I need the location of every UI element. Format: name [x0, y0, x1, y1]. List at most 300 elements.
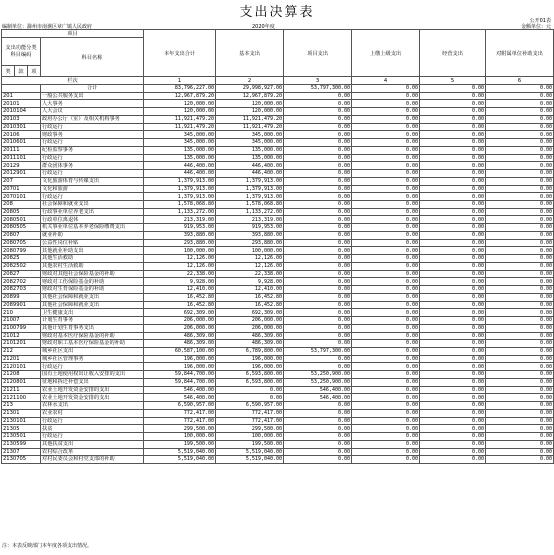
row-value-col1: 12,410.00: [144, 286, 216, 294]
row-code: 20805: [2, 208, 41, 216]
row-code: 20101: [2, 100, 41, 108]
header-col-no: 3: [284, 77, 352, 85]
row-value-col1: 11,921,479.20: [144, 115, 216, 123]
currency-unit: 金额单位：元: [520, 24, 551, 30]
row-value-col1: 16,452.80: [144, 293, 216, 301]
row-value-col3: 0.00: [284, 185, 352, 193]
row-value-col2: 206,000.00: [216, 324, 284, 332]
row-value-col3: 0.00: [284, 301, 352, 309]
row-value-col1: 345,000.00: [144, 131, 216, 139]
row-value-col4: 0.00: [352, 293, 420, 301]
row-code: 2012901: [2, 170, 41, 178]
row-name: 行政运行: [41, 170, 144, 178]
row-value-col6: 0.00: [486, 231, 554, 239]
row-value-col3: 0.00: [284, 123, 352, 131]
row-value-col6: 0.00: [486, 402, 554, 410]
row-code: 21307: [2, 448, 41, 456]
row-value-col6: 0.00: [486, 456, 554, 464]
header-project: 项目: [2, 30, 144, 38]
row-value-col5: 0.00: [420, 340, 486, 348]
row-value-col4: 0.00: [352, 340, 420, 348]
row-name: 纪检监察事务: [41, 146, 144, 154]
row-value-col2: 1,578,068.80: [216, 201, 284, 209]
row-value-col4: 0.00: [352, 425, 420, 433]
row-value-col3: 0.00: [284, 355, 352, 363]
row-value-col2: 6,593,800.00: [216, 378, 284, 386]
row-value-col5: 0.00: [420, 262, 486, 270]
row-code: 21305: [2, 425, 41, 433]
row-name: 财政对基本医疗保险基金的补助: [41, 332, 144, 340]
row-value-col6: 0.00: [486, 332, 554, 340]
row-value-col3: 0.00: [284, 286, 352, 294]
row-name: 农业农村: [41, 409, 144, 417]
row-value-col2: 135,000.00: [216, 146, 284, 154]
row-value-col1: 135,000.00: [144, 154, 216, 162]
row-value-col1: 100,000.00: [144, 433, 216, 441]
row-value-col2: 16,452.80: [216, 293, 284, 301]
row-value-col6: 0.00: [486, 286, 554, 294]
row-value-col4: 0.00: [352, 262, 420, 270]
row-value-col1: 196,000.00: [144, 355, 216, 363]
header-col-project: 项目支出: [284, 30, 352, 77]
row-name: 文化旅游体育与传媒支出: [41, 177, 144, 185]
row-value-col5: 0.00: [420, 332, 486, 340]
row-value-col1: 213,319.00: [144, 216, 216, 224]
row-value-col6: 0.00: [486, 394, 554, 402]
table-row: [2, 262, 554, 270]
table-row: [2, 231, 554, 239]
row-value-col4: 0.00: [352, 355, 420, 363]
row-code: 2080799: [2, 247, 41, 255]
row-value-col5: 0.00: [420, 231, 486, 239]
row-value-col6: 0.00: [486, 162, 554, 170]
row-value-col1: 12,126.00: [144, 255, 216, 263]
form-number: 公开01表: [529, 18, 551, 24]
row-code: 2010301: [2, 123, 41, 131]
row-value-col3: 0.00: [284, 262, 352, 270]
row-value-col1: 206,000.00: [144, 317, 216, 325]
row-code: 2082702: [2, 278, 41, 286]
row-value-col4: 0.00: [352, 255, 420, 263]
row-code: 2120801: [2, 378, 41, 386]
header-col-no: 2: [216, 77, 284, 85]
header-col-subsidy: 对附属单位补助支出: [486, 30, 554, 77]
row-value-col6: 0.00: [486, 177, 554, 185]
header-col-no: 1: [144, 77, 216, 85]
table-row: [2, 162, 554, 170]
row-value-col4: 0.00: [352, 131, 420, 139]
row-value-col3: 0.00: [284, 92, 352, 100]
row-value-col4: 0.00: [352, 309, 420, 317]
row-value-col1: 1,379,913.00: [144, 177, 216, 185]
row-value-col5: 0.00: [420, 185, 486, 193]
table-row: [2, 92, 554, 100]
row-value-col6: 0.00: [486, 146, 554, 154]
row-value-col5: 0.00: [420, 108, 486, 116]
row-value-col2: 486,309.00: [216, 340, 284, 348]
row-name: 人大事务: [41, 100, 144, 108]
table-row: [2, 278, 554, 286]
row-name: 财政事务: [41, 131, 144, 139]
row-value-col3: 0.00: [284, 448, 352, 456]
row-code: 21301: [2, 409, 41, 417]
row-value-col5: 0.00: [420, 92, 486, 100]
row-value-col5: 0.00: [420, 247, 486, 255]
row-code: 20106: [2, 131, 41, 139]
header-name-label: 科目名称: [41, 38, 144, 77]
row-value-col6: 0.00: [486, 378, 554, 386]
row-value-col4: 0.00: [352, 231, 420, 239]
row-value-col4: 0.00: [352, 123, 420, 131]
row-value-col4: 0.00: [352, 394, 420, 402]
row-value-col3: 53,797,300.00: [284, 85, 352, 93]
row-value-col2: 293,880.00: [216, 239, 284, 247]
row-value-col3: 0.00: [284, 208, 352, 216]
row-value-col3: 0.00: [284, 201, 352, 209]
row-value-col2: 12,967,879.20: [216, 92, 284, 100]
row-code: 2070101: [2, 193, 41, 201]
row-name: 文化和旅游: [41, 185, 144, 193]
row-value-col2: 6,593,800.00: [216, 371, 284, 379]
table-row: [2, 456, 554, 464]
row-value-col5: 0.00: [420, 278, 486, 286]
row-code: 2130501: [2, 433, 41, 441]
row-value-col2: 692,309.00: [216, 309, 284, 317]
row-value-col2: 0.00: [216, 394, 284, 402]
row-value-col4: 0.00: [352, 402, 420, 410]
row-value-col5: 0.00: [420, 177, 486, 185]
row-value-col3: 0.00: [284, 247, 352, 255]
table-row: [2, 208, 554, 216]
row-value-col4: 0.00: [352, 177, 420, 185]
row-name: 城乡社区管理事务: [41, 355, 144, 363]
row-value-col2: 100,000.00: [216, 247, 284, 255]
row-value-col3: 0.00: [284, 154, 352, 162]
row-code: 2080505: [2, 224, 41, 232]
table-row: [2, 216, 554, 224]
row-value-col4: 0.00: [352, 162, 420, 170]
row-value-col3: 0.00: [284, 162, 352, 170]
table-row: [2, 247, 554, 255]
row-value-col4: 0.00: [352, 108, 420, 116]
row-value-col2: 120,000.00: [216, 100, 284, 108]
row-value-col2: 0.00: [216, 386, 284, 394]
table-row: [2, 440, 554, 448]
row-value-col1: 199,500.00: [144, 440, 216, 448]
row-value-col4: 0.00: [352, 185, 420, 193]
row-value-col2: 772,417.00: [216, 417, 284, 425]
row-code: [2, 85, 41, 93]
row-value-col6: 0.00: [486, 278, 554, 286]
header-col-total: 本年支出合计: [144, 30, 216, 77]
row-value-col1: 6,590,957.00: [144, 402, 216, 410]
row-code: 2100799: [2, 324, 41, 332]
table-header: [2, 30, 554, 85]
row-code: 2130101: [2, 417, 41, 425]
row-value-col3: 0.00: [284, 270, 352, 278]
row-value-col4: 0.00: [352, 409, 420, 417]
row-value-col2: 772,417.00: [216, 409, 284, 417]
row-value-col1: 196,000.00: [144, 363, 216, 371]
row-value-col3: 0.00: [284, 115, 352, 123]
row-value-col5: 0.00: [420, 239, 486, 247]
row-name: 其他社会保障和就业支出: [41, 301, 144, 309]
row-value-col1: 546,400.00: [144, 386, 216, 394]
row-value-col4: 0.00: [352, 216, 420, 224]
row-code: 2080501: [2, 216, 41, 224]
row-value-col3: 0.00: [284, 317, 352, 325]
row-value-col5: 0.00: [420, 402, 486, 410]
row-value-col5: 0.00: [420, 154, 486, 162]
row-value-col5: 0.00: [420, 286, 486, 294]
row-value-col6: 0.00: [486, 386, 554, 394]
expenditure-table: [1, 29, 554, 464]
row-name: 其他农村生活救助: [41, 262, 144, 270]
row-code: 20807: [2, 231, 41, 239]
table-row: [2, 317, 554, 325]
row-value-col2: 213,319.00: [216, 216, 284, 224]
row-code: 20701: [2, 185, 41, 193]
row-name: 其他就业补助支出: [41, 247, 144, 255]
header-col-remit: 上缴上级支出: [352, 30, 420, 77]
table-row: [2, 448, 554, 456]
row-value-col3: 53,250,900.00: [284, 371, 352, 379]
row-value-col1: 135,000.00: [144, 146, 216, 154]
row-code: 2130705: [2, 456, 41, 464]
row-value-col2: 345,000.00: [216, 139, 284, 147]
row-value-col2: 393,880.00: [216, 231, 284, 239]
row-value-col4: 0.00: [352, 347, 420, 355]
row-name: 对村民委员会和村党支部的补助: [41, 456, 144, 464]
row-value-col5: 0.00: [420, 355, 486, 363]
row-value-col4: 0.00: [352, 115, 420, 123]
table-row: [2, 371, 554, 379]
row-value-col5: 0.00: [420, 162, 486, 170]
row-value-col5: 0.00: [420, 115, 486, 123]
row-code: 2089901: [2, 301, 41, 309]
header-col-no: 6: [486, 77, 554, 85]
row-value-col5: 0.00: [420, 417, 486, 425]
row-name: 一般公共服务支出: [41, 92, 144, 100]
row-code: 2121100: [2, 394, 41, 402]
row-value-col1: 546,400.00: [144, 394, 216, 402]
row-name: 其他计划生育事务支出: [41, 324, 144, 332]
row-value-col2: 12,410.00: [216, 286, 284, 294]
row-value-col3: 0.00: [284, 193, 352, 201]
row-value-col2: 446,400.00: [216, 162, 284, 170]
row-value-col1: 1,133,272.00: [144, 208, 216, 216]
row-value-col1: 120,000.00: [144, 100, 216, 108]
row-value-col4: 0.00: [352, 417, 420, 425]
row-value-col5: 0.00: [420, 224, 486, 232]
row-value-col4: 0.00: [352, 371, 420, 379]
row-value-col2: 16,452.80: [216, 301, 284, 309]
row-value-col4: 0.00: [352, 100, 420, 108]
row-name: 征地和拆迁补偿支出: [41, 378, 144, 386]
row-value-col4: 0.00: [352, 332, 420, 340]
row-value-col4: 0.00: [352, 278, 420, 286]
row-value-col1: 11,921,479.20: [144, 123, 216, 131]
row-value-col1: 446,400.00: [144, 170, 216, 178]
row-name: 农业土地开发资金安排的支出: [41, 394, 144, 402]
table-row: [2, 146, 554, 154]
row-value-col1: 919,953.00: [144, 224, 216, 232]
row-value-col2: 5,519,040.00: [216, 456, 284, 464]
row-value-col2: 11,921,479.20: [216, 123, 284, 131]
row-value-col2: 11,921,479.20: [216, 115, 284, 123]
row-value-col6: 0.00: [486, 255, 554, 263]
table-row: [2, 123, 554, 131]
row-name: 行政运行: [41, 417, 144, 425]
row-value-col3: 0.00: [284, 402, 352, 410]
row-value-col6: 0.00: [486, 247, 554, 255]
row-value-col3: 0.00: [284, 146, 352, 154]
compiling-unit: 编制单位：滁州市南谯区章广镇人民政府: [2, 24, 93, 30]
row-value-col6: 0.00: [486, 409, 554, 417]
row-value-col6: 0.00: [486, 224, 554, 232]
row-value-col2: 1,379,913.00: [216, 193, 284, 201]
row-value-col4: 0.00: [352, 433, 420, 441]
row-value-col1: 120,000.00: [144, 108, 216, 116]
row-code: 20825: [2, 255, 41, 263]
row-value-col1: 83,796,227.00: [144, 85, 216, 93]
row-value-col5: 0.00: [420, 201, 486, 209]
row-code: 20899: [2, 293, 41, 301]
row-name: 就业补助: [41, 231, 144, 239]
header-sub-lei: 类: [2, 66, 15, 77]
row-value-col6: 0.00: [486, 115, 554, 123]
row-code: 2120101: [2, 363, 41, 371]
row-code: 212: [2, 347, 41, 355]
row-code: 2010601: [2, 139, 41, 147]
row-value-col6: 0.00: [486, 185, 554, 193]
row-value-col4: 0.00: [352, 201, 420, 209]
table-row: [2, 100, 554, 108]
row-value-col2: 120,000.00: [216, 108, 284, 116]
row-value-col2: 135,000.00: [216, 154, 284, 162]
table-row: [2, 386, 554, 394]
row-value-col5: 0.00: [420, 170, 486, 178]
row-value-col3: 0.00: [284, 425, 352, 433]
row-value-col3: 0.00: [284, 433, 352, 441]
row-name: 行政运行: [41, 154, 144, 162]
table-row: [2, 154, 554, 162]
row-value-col6: 0.00: [486, 239, 554, 247]
row-value-col1: 393,880.00: [144, 231, 216, 239]
row-value-col6: 0.00: [486, 170, 554, 178]
row-value-col4: 0.00: [352, 208, 420, 216]
row-value-col5: 0.00: [420, 146, 486, 154]
row-code: 2082703: [2, 286, 41, 294]
row-name: 行政单位离退休: [41, 216, 144, 224]
row-value-col4: 0.00: [352, 270, 420, 278]
table-row: [2, 201, 554, 209]
row-value-col2: 1,379,913.00: [216, 185, 284, 193]
row-value-col6: 0.00: [486, 417, 554, 425]
row-value-col1: 12,967,879.20: [144, 92, 216, 100]
row-value-col2: 12,126.00: [216, 262, 284, 270]
row-value-col4: 0.00: [352, 239, 420, 247]
row-value-col1: 486,309.00: [144, 340, 216, 348]
row-value-col5: 0.00: [420, 378, 486, 386]
header-sub-kuan: 款: [15, 66, 28, 77]
row-name: 农村综合改革: [41, 448, 144, 456]
row-value-col3: 546,400.00: [284, 394, 352, 402]
row-value-col6: 0.00: [486, 448, 554, 456]
page-title: 支出决算表: [239, 5, 315, 20]
row-value-col2: 29,998,927.00: [216, 85, 284, 93]
row-value-col3: 0.00: [284, 100, 352, 108]
row-value-col1: 299,500.00: [144, 425, 216, 433]
table-row: [2, 394, 554, 402]
row-value-col6: 0.00: [486, 92, 554, 100]
row-value-col3: 0.00: [284, 278, 352, 286]
row-value-col2: 22,338.00: [216, 270, 284, 278]
row-value-col3: 0.00: [284, 177, 352, 185]
row-value-col6: 0.00: [486, 201, 554, 209]
row-value-col1: 345,000.00: [144, 139, 216, 147]
table-row: [2, 332, 554, 340]
row-value-col6: 0.00: [486, 262, 554, 270]
row-name: 群众团体事务: [41, 162, 144, 170]
row-name: 其他社会保障和就业支出: [41, 293, 144, 301]
row-name: 其他生活救助: [41, 255, 144, 263]
row-value-col5: 0.00: [420, 301, 486, 309]
row-code: 208: [2, 201, 41, 209]
row-value-col2: 919,953.00: [216, 224, 284, 232]
header-sub-xiang: 项: [28, 66, 41, 77]
row-value-col5: 0.00: [420, 386, 486, 394]
row-value-col5: 0.00: [420, 347, 486, 355]
row-value-col1: 692,309.00: [144, 309, 216, 317]
row-code: 210: [2, 309, 41, 317]
row-name: 农林水支出: [41, 402, 144, 410]
row-name: 财政对职工基本医疗保险基金的补助: [41, 340, 144, 348]
row-value-col1: 206,000.00: [144, 324, 216, 332]
row-value-col5: 0.00: [420, 131, 486, 139]
row-value-col5: 0.00: [420, 371, 486, 379]
row-code: 213: [2, 402, 41, 410]
row-name: 计划生育事务: [41, 317, 144, 325]
row-value-col6: 0.00: [486, 123, 554, 131]
row-value-col6: 0.00: [486, 108, 554, 116]
row-value-col3: 0.00: [284, 231, 352, 239]
header-col-basic: 基本支出: [216, 30, 284, 77]
row-value-col6: 0.00: [486, 293, 554, 301]
row-code: 201: [2, 92, 41, 100]
row-value-col5: 0.00: [420, 456, 486, 464]
table-row: [2, 347, 554, 355]
row-value-col6: 0.00: [486, 85, 554, 93]
row-code: 20827: [2, 270, 41, 278]
table-row: [2, 409, 554, 417]
table-row: [2, 193, 554, 201]
row-name: 社会保障和就业支出: [41, 201, 144, 209]
row-name: 财政对生育保险基金的补助: [41, 286, 144, 294]
table-row: [2, 433, 554, 441]
row-value-col6: 0.00: [486, 216, 554, 224]
row-value-col1: 486,309.00: [144, 332, 216, 340]
row-value-col6: 0.00: [486, 324, 554, 332]
row-value-col2: 100,000.00: [216, 433, 284, 441]
row-value-col5: 0.00: [420, 85, 486, 93]
row-name: 行政运行: [41, 123, 144, 131]
row-code: 2082502: [2, 262, 41, 270]
row-value-col4: 0.00: [352, 193, 420, 201]
table-row: [2, 340, 554, 348]
row-value-col2: 446,400.00: [216, 170, 284, 178]
row-value-col6: 0.00: [486, 363, 554, 371]
